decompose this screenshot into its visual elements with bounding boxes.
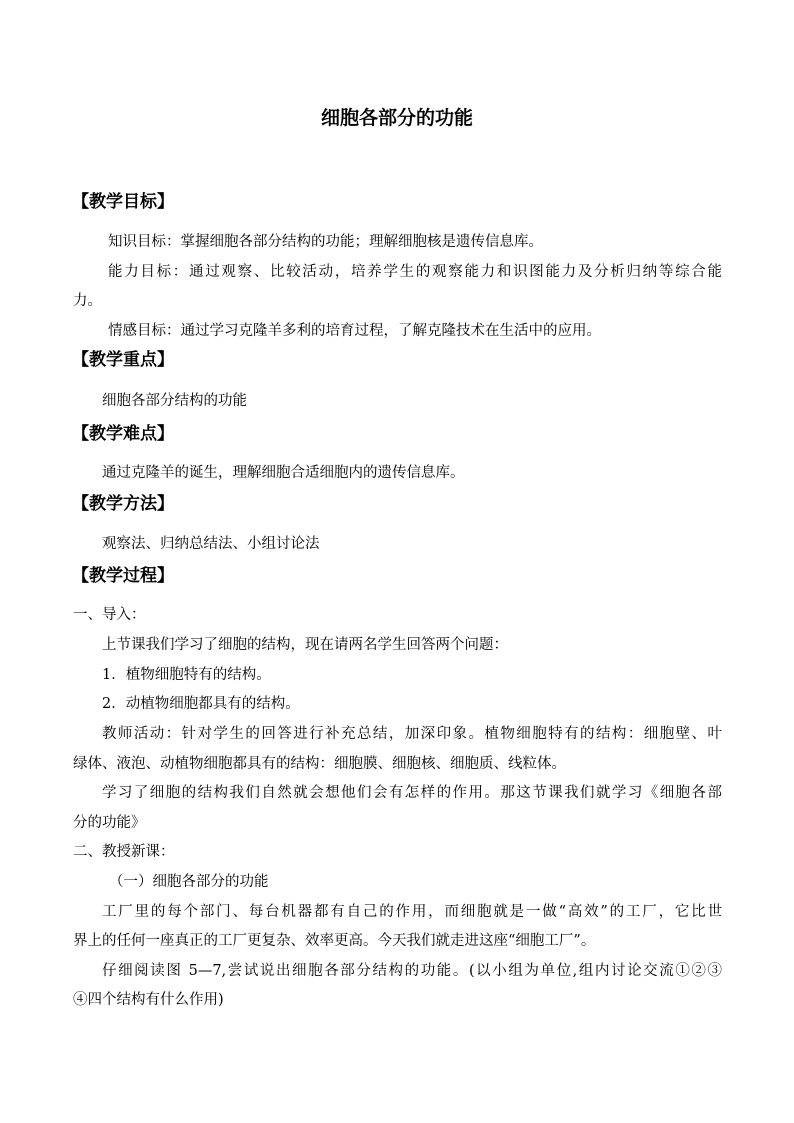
intro-question-1: 1．植物细胞特有的结构。 [102,667,271,683]
reading-task-line1: 仔细阅读图 5—7,尝试说出细胞各部分结构的功能。(以小组为单位,组内讨论交流①②③ [102,963,722,979]
teacher-activity-line2: 绿体、液泡、动植物细胞都具有的结构：细胞膜、细胞核、细胞质、线粒体。 [73,756,566,772]
transition-line2: 分的功能》 [73,815,146,831]
key-points-heading: 【教学重点】 [72,350,174,370]
intro-title: 一、导入： [73,607,146,623]
teacher-activity-line1: 教师活动：针对学生的回答进行补充总结，加深印象。植物细胞特有的结构：细胞壁、叶 [102,726,722,742]
subsection-title: （一）细胞各部分的功能 [109,874,269,890]
intro-paragraph: 上节课我们学习了细胞的结构，现在请两名学生回答两个问题： [102,637,508,653]
factory-line2: 界上的任何一座真正的工厂更复杂、效率更高。今天我们就走进这座“细胞工厂”。 [73,933,596,949]
process-heading: 【教学过程】 [72,566,174,586]
intro-question-2: 2．动植物细胞都具有的结构。 [102,696,300,712]
page-title: 细胞各部分的功能 [320,107,473,129]
transition-line1: 学习了细胞的结构我们自然就会想他们会有怎样的作用。那这节课我们就学习《细胞各部 [102,785,722,801]
factory-line1: 工厂里的每个部门、每台机器都有自己的作用，而细胞就是一做“高效”的工厂，它比世 [102,904,722,920]
reading-task-line2: ④四个结构有什么作用) [73,992,224,1008]
difficulties-text: 通过克隆羊的诞生，理解细胞合适细胞内的遗传信息库。 [102,465,465,481]
methods-text: 观察法、归纳总结法、小组讨论法 [102,536,320,552]
ability-goal-line2: 力。 [73,293,102,309]
difficulties-heading: 【教学难点】 [72,424,174,444]
ability-goal-line1: 能力目标：通过观察、比较活动，培养学生的观察能力和识图能力及分析归纳等综合能 [108,264,722,280]
new-lesson-title: 二、教授新课： [73,844,175,860]
methods-heading: 【教学方法】 [72,494,174,514]
knowledge-goal: 知识目标：掌握细胞各部分结构的功能；理解细胞核是遗传信息库。 [108,234,543,250]
key-points-text: 细胞各部分结构的功能 [102,393,247,409]
emotion-goal: 情感目标：通过学习克隆羊多利的培育过程，了解克隆技术在生活中的应用。 [108,323,601,339]
goals-heading: 【教学目标】 [72,192,174,212]
